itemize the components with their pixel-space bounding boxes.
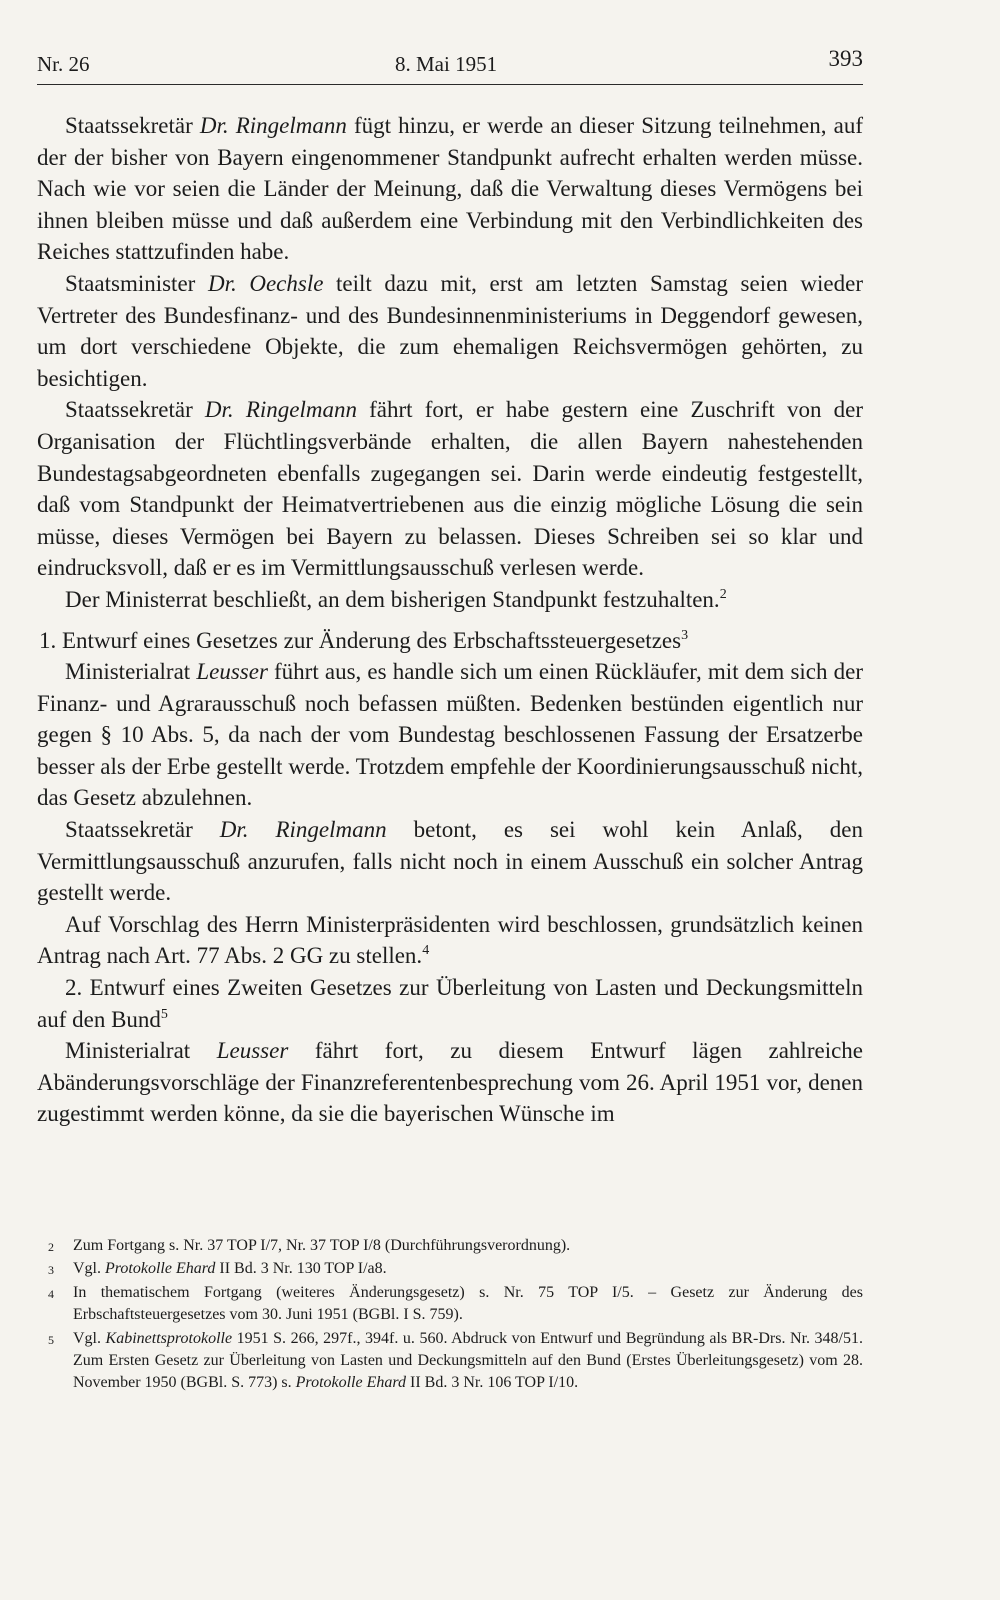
footnote-number: 3 — [48, 1263, 54, 1278]
paragraph — [37, 1035, 863, 1130]
text-run: Staatssekretär — [65, 397, 205, 423]
footnote-number: 4 — [48, 1286, 54, 1301]
footnote-ref: 2 — [719, 586, 727, 602]
footnote — [37, 1258, 863, 1280]
heading-text: 1. Entwurf eines Gesetzes zur Änderung des Erbschaftssteuergesetzes — [39, 627, 682, 653]
text-run: betont, es sei wohl kein Anlaß, den Vermittlungsausschuß anzurufen, falls nicht noch in einem Ausschuß ein solcher Antrag gestellt werde. — [37, 817, 863, 906]
source-title: Kabinettsprotokolle — [105, 1329, 233, 1347]
main-text — [37, 110, 863, 1130]
footnote-text: Vgl. — [73, 1329, 106, 1347]
footnote-text: In thematischem Fortgang (weiteres Änderungsgesetz) s. Nr. 75 TOP I/5. – Gesetz zur Änderung des Erbschaftsteuergesetzes vom 30. Juni 1951 (BGBl. I S. 759). — [73, 1283, 863, 1324]
paragraph — [37, 394, 863, 584]
footnote-number: 2 — [48, 1240, 54, 1254]
running-head — [37, 46, 863, 85]
heading-text: 2. Entwurf eines Zweiten Gesetzes zur Überleitung von Lasten und Deckungsmitteln auf den Bund — [37, 975, 863, 1032]
paragraph — [37, 656, 863, 814]
footnote — [37, 1282, 863, 1327]
footnote-ref: 3 — [681, 627, 689, 643]
footnote-number: 5 — [48, 1332, 54, 1347]
paragraph — [37, 268, 863, 394]
text-run: fährt fort, er habe gestern eine Zuschrift von der Organisation der Flüchtlingsverbände erhalten, die allen Bayern nahestehenden Bundestagsabgeordneten ebenfalls zugegangen sei. Darin werde eindeutig festgestellt, daß vom Standpunkt der Heimatvertriebenen aus die einzig mögliche Lösung die sein müsse, dieses Vermögen bei Bayern zu belassen. Dieses Schreiben sei so klar und eindrucksvoll, daß er es im Vermittlungsausschuß verlesen werde. — [37, 397, 863, 581]
document-number: Nr. 26 — [37, 52, 90, 76]
footnote-text: II Bd. 3 Nr. 106 TOP I/10. — [406, 1374, 579, 1392]
speaker-name: Leusser — [216, 1038, 289, 1064]
text-run: fährt fort, zu diesem Entwurf lägen zahlreiche Abänderungsvorschläge der Finanzreferentenbesprechung vom 26. April 1951 vor, denen zugestimmt werden könne, da sie die bayerischen Wünsche im — [37, 1038, 863, 1127]
speaker-name: Dr. Ringelmann — [219, 817, 387, 843]
speaker-name: Dr. Oechsle — [207, 270, 324, 296]
footnote-ref: 4 — [422, 943, 430, 959]
text-run: fügt hinzu, er werde an dieser Sitzung teilnehmen, auf der der bisher von Bayern eingenommener Standpunkt aufrecht erhalten werden müsse. Nach wie vor seien die Länder der Meinung, daß die Verwaltung dieses Vermögens bei ihnen bleiben müsse und daß außerdem eine Verbindung mit den Verbindlichkeiten des Reiches stattzufinden habe. — [37, 113, 863, 265]
footnotes — [37, 1235, 863, 1396]
footnote — [37, 1328, 863, 1395]
text-run: Ministerialrat — [65, 659, 197, 685]
text-run: teilt dazu mit, erst am letzten Samstag seien wieder Vertreter des Bundesfinanz- und des Bundesinnenministeriums in Deggendorf gewesen, um dort verschiedene Objekte, die zum ehemaligen Reichsvermögen gehörten, zu besichtigen. — [37, 270, 864, 391]
footnote-ref: 5 — [160, 1006, 168, 1022]
paragraph — [37, 814, 863, 909]
text-run: Auf Vorschlag des Herrn Ministerpräsidenten wird beschlossen, grundsätzlich keinen Antrag nach Art. 77 Abs. 2 GG zu stellen. — [37, 911, 863, 969]
text-run: Staatssekretär — [65, 113, 200, 138]
footnote-text: Zum Fortgang s. Nr. 37 TOP I/7, Nr. 37 TOP I/8 (Durchführungsverordnung). — [73, 1237, 571, 1254]
agenda-item-heading — [37, 972, 863, 1035]
text-run: Staatsminister — [65, 270, 208, 296]
text-run: führt aus, es handle sich um einen Rückläufer, mit dem sich der Finanz- und Agrarausschuß noch befassen müßten. Bedenken bestünden eigentlich nur gegen § 10 Abs. 5, da nach der vom Bundestag beschlossenen Fassung der Ersatzerbe besser als der Erbe gestellt werde. Trotzdem empfehle der Koordinierungsausschuß nicht, das Gesetz abzulehnen. — [37, 659, 863, 811]
footnote-text: II Bd. 3 Nr. 130 TOP I/a8. — [215, 1260, 387, 1278]
speaker-name: Leusser — [196, 659, 268, 685]
session-date: 8. Mai 1951 — [395, 52, 498, 76]
page-number: 393 — [828, 46, 863, 71]
source-title: Protokolle Ehard — [105, 1260, 216, 1278]
text-run: Staatssekretär — [65, 817, 220, 843]
text-run: Ministerialrat — [65, 1038, 217, 1064]
source-title: Protokolle Ehard — [295, 1374, 407, 1392]
agenda-item-heading — [37, 625, 863, 657]
speaker-name: Dr. Ringelmann — [199, 113, 347, 138]
speaker-name: Dr. Ringelmann — [204, 397, 357, 423]
text-run: Der Ministerrat beschließt, an dem bisherigen Standpunkt festzuhalten. — [65, 586, 720, 612]
footnote-text: 1951 S. 266, 297f., 394f. u. 560. Abdruck von Entwurf und Begründung als BR-Drs. Nr. 348/51. Zum Ersten Gesetz zur Überleitung von Lasten und Deckungsmitteln auf den Bund (Erstes Überleitungsgesetz) vom 28. November 1950 (BGBl. S. 773) s. — [73, 1329, 863, 1392]
resolution-paragraph — [37, 909, 863, 972]
footnote — [37, 1235, 863, 1257]
resolution-paragraph — [37, 584, 863, 616]
footnote-text: Vgl. — [73, 1260, 105, 1278]
paragraph — [37, 110, 863, 268]
